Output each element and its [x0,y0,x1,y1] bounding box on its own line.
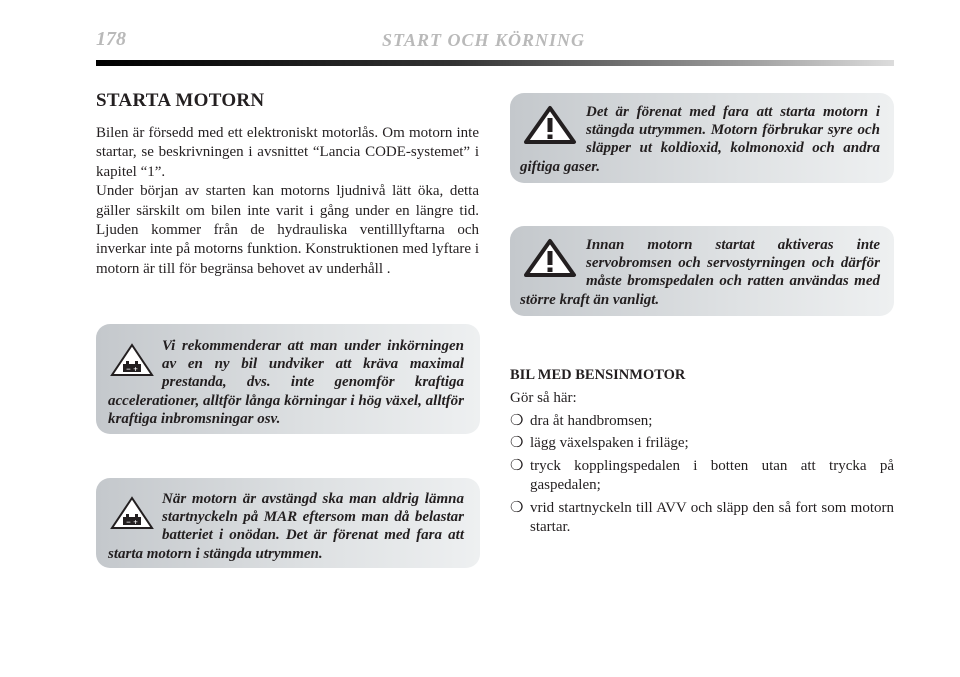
bullet-icon: ❍ [510,413,524,429]
warning-triangle-icon [520,238,580,278]
petrol-steps [510,412,894,540]
warning-note-1-text: Det är förenat med fara att starta motorn i stängda utrymmen. Motorn förbrukar syre och släpper ut koldioxid, kolmonoxid och andra giftiga gaser. [520,104,880,175]
petrol-intro: Gör så här: [510,390,577,406]
running-head: START OCH KÖRNING [382,30,586,50]
battery-note-1-text: Vi rekommenderar att man under inkörningen av en ny bil undviker att kräva maximal prestanda, dvs. inte genomför kraftiga accelerationer, alltför långa körningar i hög växel, alltför kraftiga inbromsningar osv. [108,338,464,427]
battery-caution-icon [108,492,156,532]
bullet-icon: ❍ [510,435,524,452]
header-rule [96,60,894,66]
section-body: Bilen är försedd med ett elektroniskt motorlås. Om motorn inte startar, se beskrivningen i avsnittet “Lancia CODE-systemet” i kapitel “1”. Under början av starten kan motorns ljudnivå lätt öka, detta gäller särskilt om bilen inte varit i gång under en längre tid. Ljuden kommer från de hydrauliska ventilllyftarna och inverkar inte på motorns funktion. Konstruktionen med lyftare i motorn är till för begränsa behovet av underhåll . [96,125,479,277]
step-text: vrid startnyckeln till AVV och släpp den så fort som motorn startar. [530,499,894,536]
section-title: STARTA MOTORN [96,90,265,111]
battery-caution-icon [108,339,156,379]
list-item [510,412,894,431]
svg-text:− +: − + [125,366,139,373]
warning-note-2 [510,226,894,316]
battery-note-1 [96,324,480,434]
warning-note-1 [510,93,894,183]
list-item [510,434,894,453]
battery-note-2 [96,478,480,568]
battery-note-2-text: När motorn är avstängd ska man aldrig lämna startnyckeln på MAR eftersom man då belastar batteriet i onödan. Det är förenat med fara att starta motorn i stängda utrymmen. [108,491,464,562]
bullet-icon: ❍ [510,499,524,516]
bullet-icon: ❍ [510,457,524,474]
petrol-heading: BIL MED BENSINMOTOR [510,367,686,383]
step-text: lägg växelspaken i friläge; [530,435,689,452]
warning-triangle-icon [520,105,580,145]
warning-note-2-text: Innan motorn startat aktiveras inte servobromsen och servostyrningen och därför måste bromspedalen och ratten användas med större kraft än vanligt. [520,237,880,308]
list-item [510,457,894,496]
step-text: tryck kopplingspedalen i botten utan att trycka på gaspedalen; [530,457,894,494]
svg-text:− +: − + [125,519,139,526]
page-number: 178 [96,28,126,50]
step-text: dra åt handbromsen; [530,413,653,429]
list-item [510,499,894,538]
